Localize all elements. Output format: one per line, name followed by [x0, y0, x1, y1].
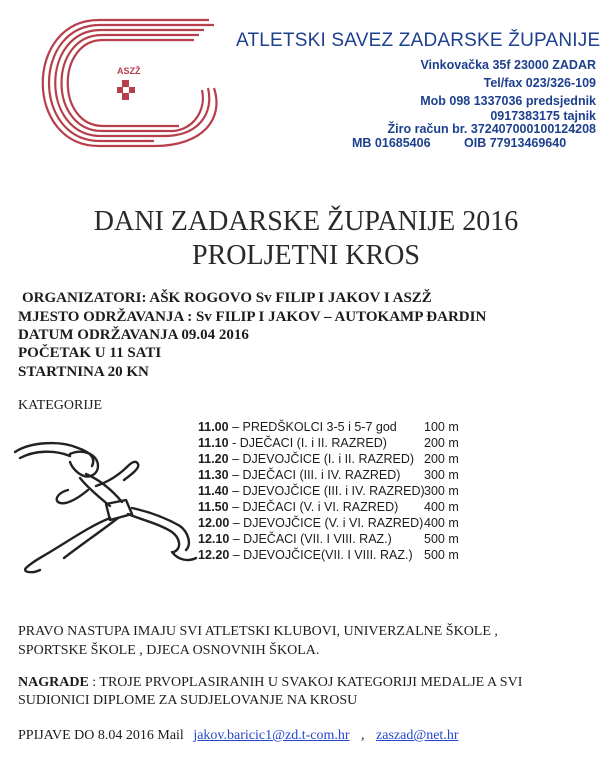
- category-name: – DJEČACI (V. i VI. RAZRED): [228, 500, 399, 514]
- category-distance: 300 m: [424, 484, 459, 498]
- category-time: 11.30: [198, 468, 229, 482]
- eligibility-line-2: SPORTSKE ŠKOLE , DJECA OSNOVNIH ŠKOLA.: [18, 643, 320, 658]
- venue: MJESTO ODRŽAVANJA : Sv FILIP I JAKOV – AUTOKAMP ĐARDIN: [18, 309, 487, 325]
- category-distance: 400 m: [424, 500, 459, 514]
- logo-text: ASZŽ: [117, 66, 141, 76]
- bank-account: Žiro račun br. 372407000100124208: [387, 122, 596, 136]
- category-distance: 200 m: [424, 452, 459, 466]
- registration-number: MB 01685406: [352, 136, 431, 150]
- eligibility-line-1: PRAVO NASTUPA IMAJU SVI ATLETSKI KLUBOVI, UNIVERZALNE ŠKOLE ,: [18, 624, 498, 639]
- awards-line-1: [18, 675, 522, 691]
- category-time: 11.50: [198, 500, 229, 514]
- categories-label: KATEGORIJE: [18, 398, 102, 413]
- category-row: [198, 532, 459, 546]
- entry-fee: STARTNINA 20 KN: [18, 364, 149, 380]
- category-distance: 200 m: [424, 436, 459, 450]
- category-row: [198, 420, 459, 434]
- address: Vinkovačka 35f 23000 ZADAR: [420, 58, 596, 72]
- mobile-secretary: 0917383175 tajnik: [490, 109, 596, 123]
- category-distance: 300 m: [424, 468, 459, 482]
- category-name: – DJEVOJČICE (I. i II. RAZRED): [228, 452, 415, 466]
- organization-name: ATLETSKI SAVEZ ZADARSKE ŽUPANIJE: [236, 30, 601, 51]
- category-time: 11.40: [198, 484, 229, 498]
- category-row: [198, 500, 459, 514]
- category-distance: 500 m: [424, 532, 459, 546]
- category-distance: 100 m: [424, 420, 459, 434]
- category-name: – DJEČACI (III. i IV. RAZRED): [228, 468, 401, 482]
- tel-fax: Tel/fax 023/326-109: [483, 76, 596, 90]
- category-row: [198, 452, 459, 466]
- registration-text: PPIJAVE DO 8.04 2016 Mail: [18, 728, 184, 743]
- category-time: 12.00: [198, 516, 230, 530]
- category-name: – PREDŠKOLCI 3-5 i 5-7 god: [228, 420, 397, 434]
- runner-illustration: [10, 440, 200, 580]
- awards-line-2: SUDIONICI DIPLOME ZA SUDJELOVANJE NA KROSU: [18, 693, 358, 708]
- category-row: [198, 436, 459, 450]
- organizers: ORGANIZATORI: AŠK ROGOVO Sv FILIP I JAKOV I ASZŽ: [22, 290, 432, 306]
- category-distance: 400 m: [424, 516, 459, 530]
- category-distance: 500 m: [424, 548, 459, 562]
- category-row: [198, 484, 459, 498]
- registration-line: [18, 728, 458, 744]
- page-subtitle: PROLJETNI KROS: [192, 240, 420, 271]
- category-time: 11.10: [198, 436, 229, 450]
- mobile-president: Mob 098 1337036 predsjednik: [420, 94, 596, 108]
- category-name: - DJEČACI (I. i II. RAZRED): [228, 436, 387, 450]
- category-row: [198, 516, 459, 530]
- category-time: 11.20: [198, 452, 229, 466]
- start-time: POČETAK U 11 SATI: [18, 345, 162, 361]
- awards-text: : TROJE PRVOPLASIRANIH U SVAKOJ KATEGORIJI MEDALJE A SVI: [88, 675, 523, 690]
- awards-label: NAGRADE: [18, 675, 89, 690]
- category-time: 12.10: [198, 532, 230, 546]
- event-date: DATUM ODRŽAVANJA 09.04 2016: [18, 327, 249, 343]
- category-name: – DJEVOJČICE (V. i VI. RAZRED): [229, 516, 424, 530]
- email-separator: ,: [361, 728, 365, 743]
- email-link-1[interactable]: jakov.baricic1@zd.t-com.hr: [193, 728, 350, 743]
- category-time: 12.20: [198, 548, 230, 562]
- category-row: [198, 468, 459, 482]
- email-link-2[interactable]: zaszad@net.hr: [376, 728, 459, 743]
- category-time: 11.00: [198, 420, 229, 434]
- category-row: [198, 548, 459, 562]
- page-title: DANI ZADARSKE ŽUPANIJE 2016: [93, 206, 519, 237]
- category-name: – DJEVOJČICE(VII. I VIII. RAZ.): [229, 548, 413, 562]
- category-name: – DJEČACI (VII. I VIII. RAZ.): [229, 532, 392, 546]
- tax-id: OIB 77913469640: [464, 136, 567, 150]
- category-name: – DJEVOJČICE (III. i IV. RAZRED): [228, 484, 425, 498]
- track-logo: [4, 8, 239, 158]
